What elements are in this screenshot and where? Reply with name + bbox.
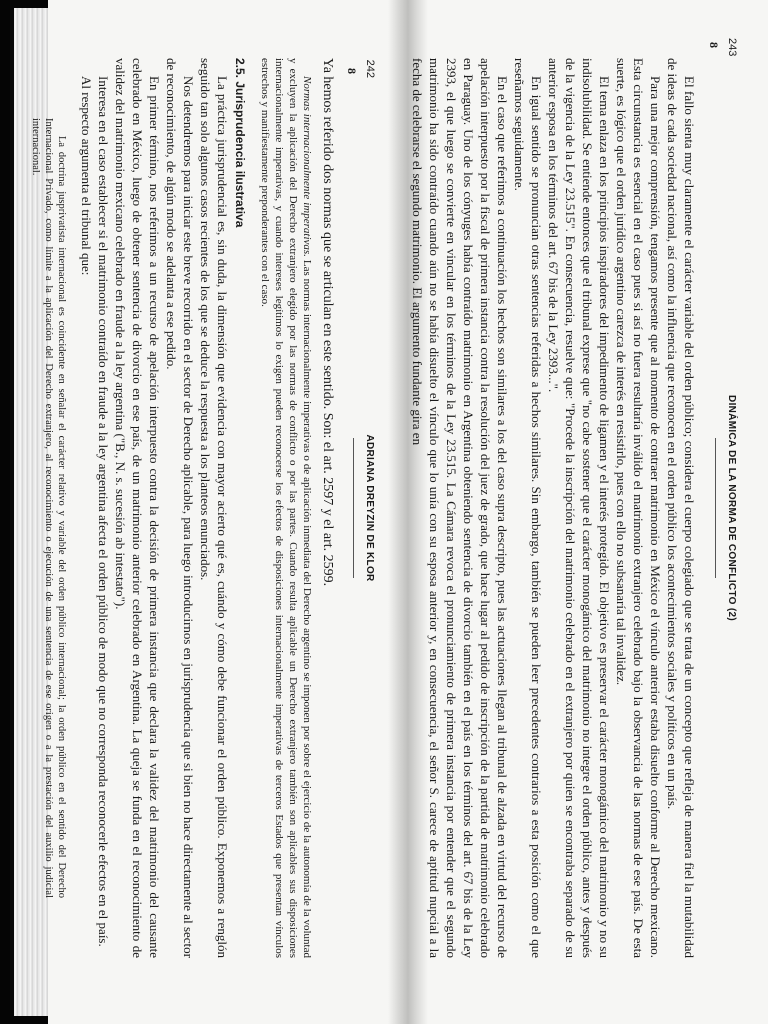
header-rule — [353, 438, 354, 578]
paragraph: La práctica jurisprudencial es, sin duda, la dimensión que evidencia con mayor acierto qué es, cuándo y cómo debe funcionar el orden público. Exponemos a renglón seguido tan solo algunos casos recientes de los que se deduce la respuesta a los planteos enunciados. — [198, 58, 230, 958]
paragraph: Nos detendremos para iniciar este breve recorrido en el sector de Derecho aplicable, para luego introducirnos en jurisprudencia que si bien no hace directamente al sector de reconocimiento, de algún modo se adelanta a ese pedido. — [164, 58, 196, 958]
page-number: 242 — [364, 59, 376, 78]
running-header: DINÁMICA DE LA NORMA DE CONFLICTO (2) — [726, 395, 737, 621]
paragraph: Al respecto argumenta el tribunal que: — [79, 76, 94, 276]
paragraph: En el caso que referimos a continuación los hechos son similares a los del caso supra descripto, pues las actuaciones llegan al tribunal de alzada en virtud del recurso de apelación interpuesto por la fiscal de primera instancia contra la resolución del juez de grado, que hace lugar al pedido de inscripción de la partida de matrimonio celebrado en Paraguay. Uno de los cónyuges había contraído matrimonio en Argentina obteniendo sentencia de divorcio también en el país en los términos del art. 67 bis de la Ley 2393, el que luego se convierte en vincular en los términos de la Ley 23.515. La Cámara revoca el pronunciamiento de primera instancia por entender que el segundo matrimonio ha sido contraído cuando aún no se había disuelto el vínculo que lo unía con su esposa anterior y, en consecuencia, el señor S. carece de aptitud nupcial a la fecha de celebrarse el segundo matrimonio. El argumento fundante gira en — [410, 58, 510, 958]
paragraph: En igual sentido se pronuncian otras sentencias referidas a hechos similares. Sin embargo, también se pueden leer precedentes contrarios a esta posición como el que reseñamos seguidamente. — [512, 58, 544, 958]
right-page — [410, 38, 740, 978]
imperative-heading: Normas internacionalmente imperativas. — [301, 76, 313, 257]
page-number: 243 — [726, 38, 738, 57]
page-body — [409, 58, 698, 958]
section-title: 2.5. Jurisprudencia ilustrativa — [233, 58, 247, 228]
intro-paragraph: Ya hemos referido dos normas que se articulan en este sentido. Son: el art. 2597 y el art. 2599. — [320, 58, 335, 587]
chapter-mark: 8 — [707, 42, 721, 48]
header-rule — [715, 438, 716, 578]
paragraph: Para una mejor comprensión, tengamos presente que al momento de contraer matrimonio en México el vínculo anterior estaba disuelto conforme al Derecho mexicano. Esta circunstancia es esencial en el caso pues si así no fuera resultaría inválido el matrimonio extranjero celebrado bajo la observancia de las normas de ese país. De esta suerte, es lógico que el orden jurídico argentino carezca de interés en resistirlo, pues con ello no subsanaría tal invalidez. — [614, 58, 663, 958]
paragraph: Interesa en el caso establecer si el matrimonio contraído en fraude a la ley argentina afecta el orden público de modo que no corresponda reconocerle efectos en el país. — [96, 76, 111, 947]
page-body — [29, 58, 336, 958]
imperative-text: Las normas internacionalmente imperativas o de aplicación inmediata del Derecho argentino se imponen por sobre el ejercicio de la autonomía de la voluntad y excluyen la aplicación del Derecho extranjero elegido por las normas de conflicto o por las partes. Cuando resulta aplicable un Derecho extranjero también son aplicables sus disposiciones internacionalmente imperativas, y cuando intereses legítimos lo exigen pueden reconocerse los efectos de disposiciones internacionalmente imperativas de terceros Estados que presentan vínculos estrechos y manifiestamente preponderantes con el caso. — [259, 58, 313, 958]
paragraph: En primer término, nos referimos a un recurso de apelación interpuesto contra la decisión de primera instancia que declara la validez del matrimonio del causante celebrado en México, luego de obtener sentencia de divorcio en ese país, de un matrimonio anterior celebrado en Argentina. La queja se funda en el reconocimiento de validez del matrimonio mexicano celebrado en fraude a la ley argentina ("B., N. s. sucesión ab intestato"). — [113, 58, 162, 958]
left-page — [30, 38, 378, 978]
paragraph: El fallo sienta muy claramente el carácter variable del orden público; considera el cuerpo colegiado que se trata de un concepto que refleja de manera fiel la mutabilidad de ideas de cada sociedad nacional, así como la influencia que reconocen en el orden público los acontecimientos sociales y políticos en un país. — [665, 58, 697, 958]
chapter-mark: 8 — [345, 68, 359, 74]
block-quote: La doctrina jusprivatista internacional es coincidente en señalar el carácter relativo y variable del orden público internacional; la orden público en el sentido del Derecho Internacional Privado, como límite a la aplicación del Derecho extranjero, al reconocimiento o ejecución de una sentencia de ese origen o a la prestación del auxilio judicial internacional. — [30, 118, 67, 898]
paragraph: El tema enlaza en los principios inspiradores del impedimento de ligamen y el interés protegido. El objetivo es preservar el carácter monogámico del matrimonio y no su indisolubilidad. Se entiende entonces que el tribunal exprese que "no cabe sostener que el carácter monogámico del matrimonio no integre el orden público, antes y después de la vigencia de la Ley 23.515". En consecuencia, resuelve que: "Procede la inscripción del matrimonio celebrado en el extranjero por quien se encontraba separado de su anterior esposa en los términos del art. 67 bis de la Ley 2393...". — [546, 58, 612, 958]
running-header: ADRIANA DREYZIN DE KLOR — [364, 434, 375, 582]
imperative-paragraph — [258, 58, 314, 958]
